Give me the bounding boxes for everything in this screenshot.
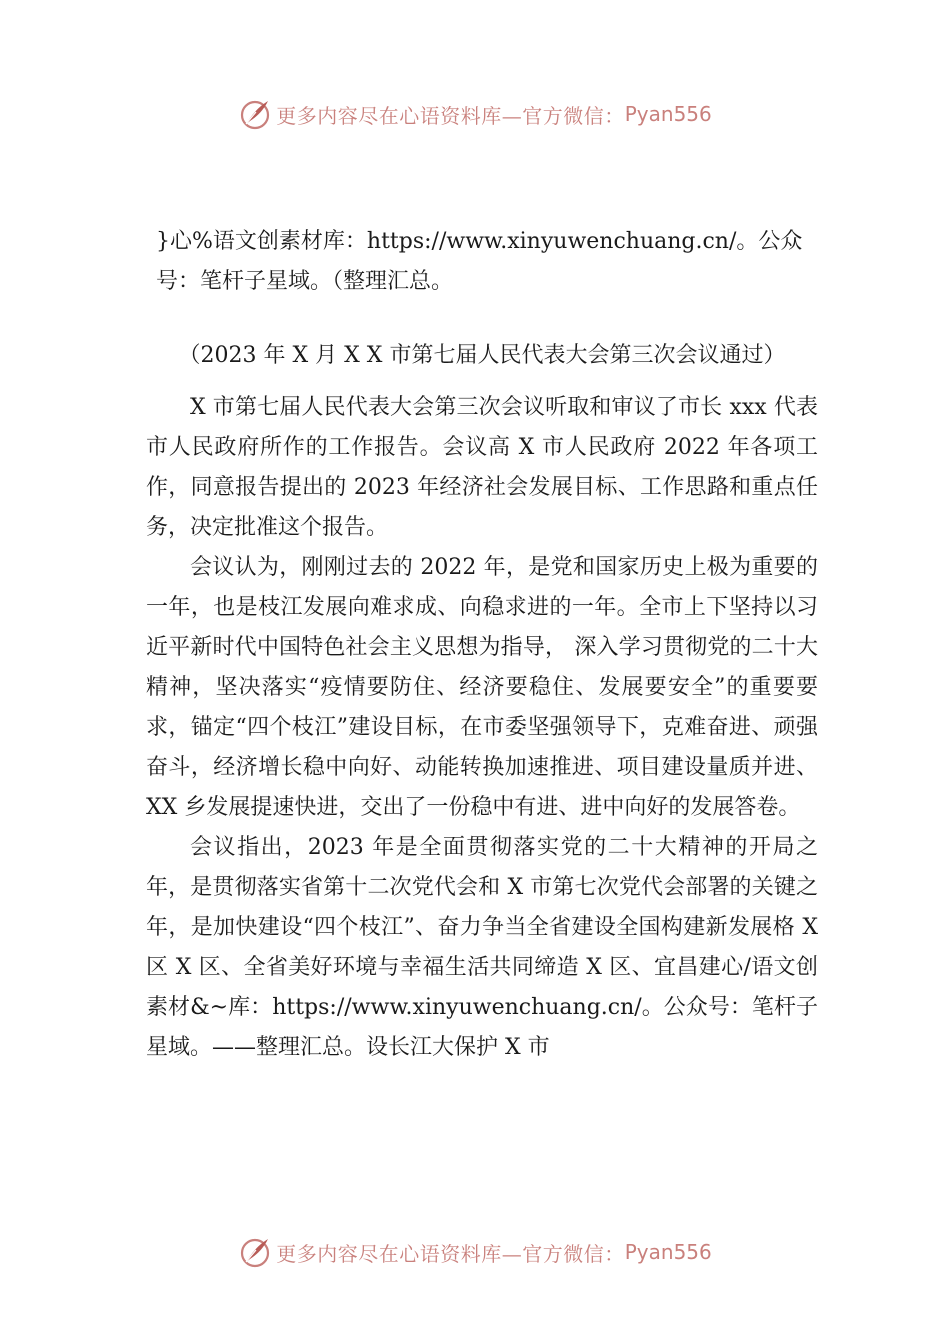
feather-pen-in-circle-icon — [238, 97, 272, 131]
intro-note: }心%语文创素材库：https://www.xinyuwenchuang.cn/。公众号：笔杆子星域。（整理汇总。 — [156, 229, 803, 294]
feather-pen-in-circle-icon — [238, 1235, 272, 1269]
footer-watermark — [0, 1232, 950, 1272]
watermark-text: 更多内容尽在心语资料库—官方微信： — [276, 103, 625, 128]
paragraph: X 市第七届人民代表大会第三次会议听取和审议了市长 xxx 代表市人民政府所作的工作报告。会议高 X 市人民政府 2022 年各项工作，同意报告提出的 2023 年经济社会发展目标、工作思路和重点任务，决定批准这个报告。 — [146, 395, 818, 540]
watermark-wechat-id: Pyan556 — [624, 1240, 712, 1264]
document-subtitle: （2023 年 X 月 X X 市第七届人民代表大会第三次会议通过） — [178, 343, 786, 368]
watermark-wechat-id: Pyan556 — [624, 102, 712, 126]
document-body — [146, 222, 818, 1068]
paragraph: 会议认为，刚刚过去的 2022 年，是党和国家历史上极为重要的一年，也是枝江发展向难求成、向稳求进的一年。全市上下坚持以习近平新时代中国特色社会主义思想为指导， 深入学习贯彻党的二十大精神，坚决落实“疫情要防住、经济要稳住、发展要安全”的重要要求，锚定“四个枝江”建设目标，在市委坚强领导下，克难奋进、顽强奋斗，经济增长稳中向好、动能转换加速推进、项目建设量质并进、XX 乡发展提速快进，交出了一份稳中有进、进中向好的发展答卷。 — [146, 555, 818, 820]
header-watermark — [0, 94, 950, 134]
watermark-text: 更多内容尽在心语资料库—官方微信： — [276, 1241, 625, 1266]
paragraph: 会议指出，2023 年是全面贯彻落实党的二十大精神的开局之年，是贯彻落实省第十二次党代会和 X 市第七次党代会部署的关键之年，是加快建设“四个枝江”、奋力争当全省建设全国构建新发展格 X 区 X 区、全省美好环境与幸福生活共同缔造 X 区、宜昌建心/语文创素材&~库：https://www.xinyuwenchuang.cn/。公众号：笔杆子星域。——整理汇总。设长江大保护 X 市 — [146, 835, 818, 1060]
